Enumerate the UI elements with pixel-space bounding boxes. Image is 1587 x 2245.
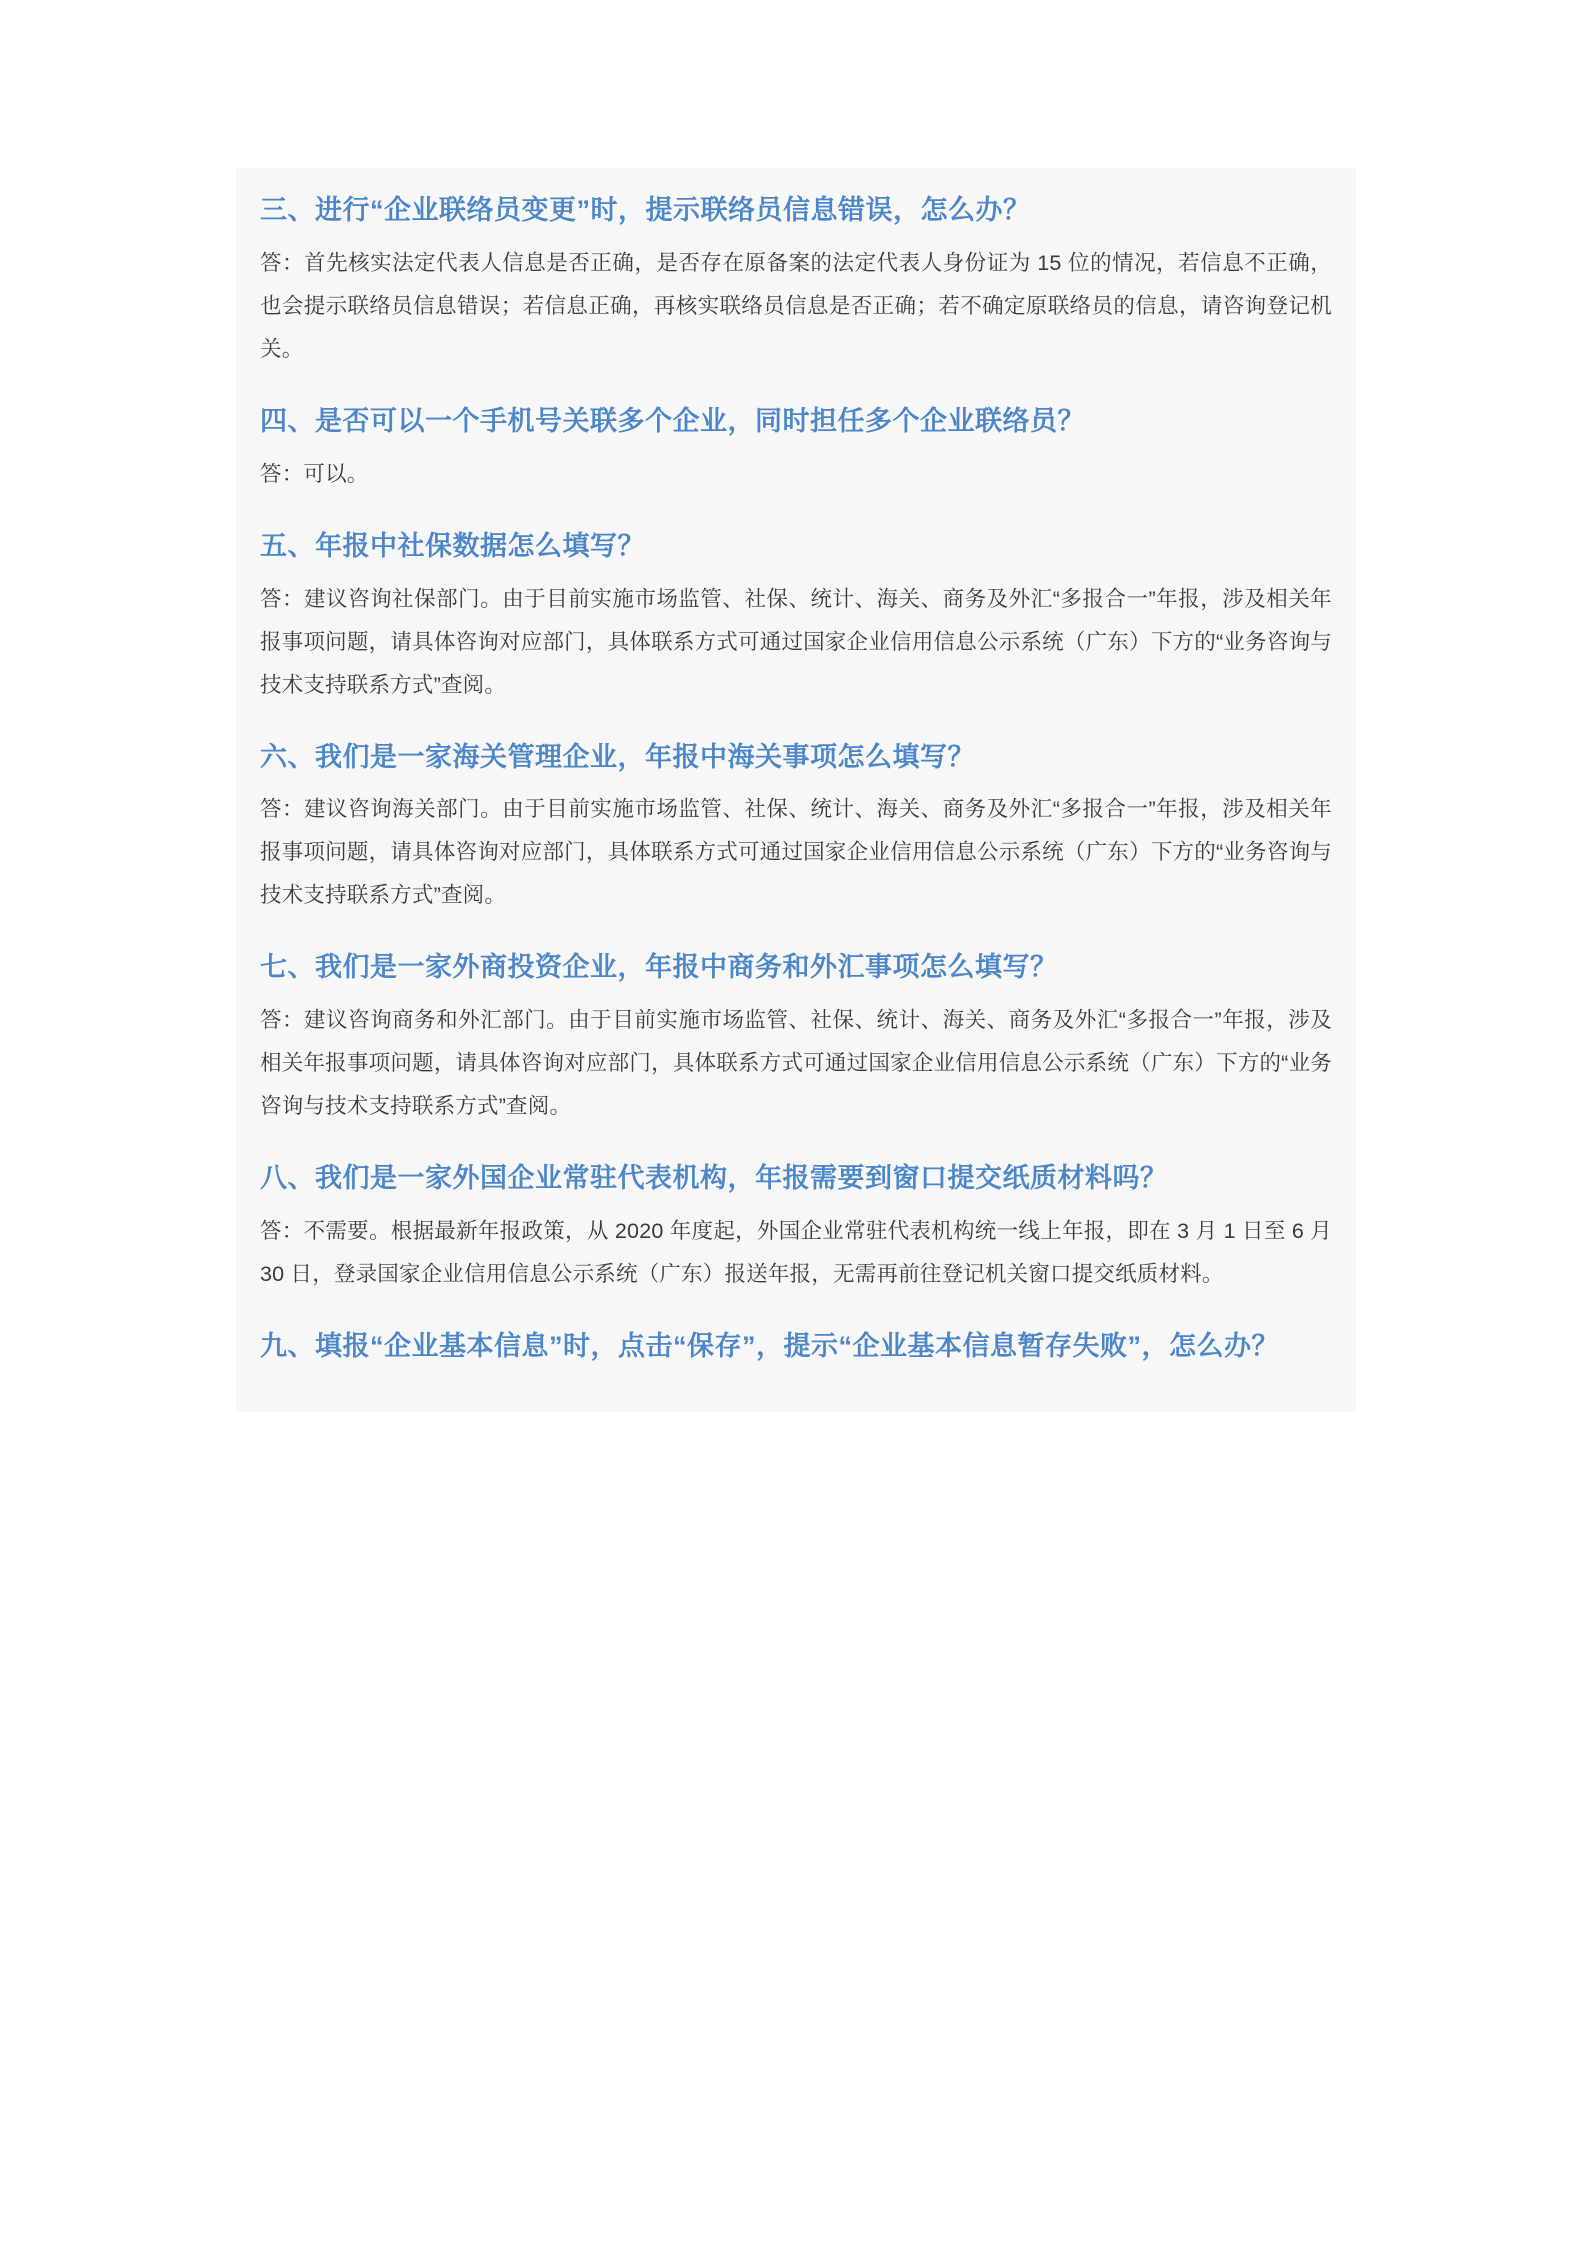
faq-answer: 答：不需要。根据最新年报政策，从 2020 年度起，外国企业常驻代表机构统一线上年报，即在 3 月 1 日至 6 月 30 日，登录国家企业信用信息公示系统（广东）报送年报，无需再前往登记机关窗口提交纸质材料。: [260, 1219, 1332, 1287]
faq-question: 九、填报“企业基本信息”时，点击“保存”，提示“企业基本信息暂存失败”，怎么办？: [260, 1331, 1279, 1362]
faq-question: 五、年报中社保数据怎么填写？: [260, 530, 645, 561]
faq-answer: 答：可以。: [260, 461, 369, 486]
faq-question: 四、是否可以一个手机号关联多个企业，同时担任多个企业联络员？: [260, 405, 1085, 436]
faq-item: [260, 401, 1332, 496]
faq-item: [260, 190, 1332, 371]
faq-answer: 答：建议咨询社保部门。由于目前实施市场监管、社保、统计、海关、商务及外汇“多报合一”年报，涉及相关年报事项问题，请具体咨询对应部门，具体联系方式可通过国家企业信用信息公示系统（广东）下方的“业务咨询与技术支持联系方式”查阅。: [260, 586, 1332, 697]
faq-answer: 答：建议咨询商务和外汇部门。由于目前实施市场监管、社保、统计、海关、商务及外汇“多报合一”年报，涉及相关年报事项问题，请具体咨询对应部门，具体联系方式可通过国家企业信用信息公示系统（广东）下方的“业务咨询与技术支持联系方式”查阅。: [260, 1008, 1332, 1119]
faq-item: [260, 947, 1332, 1128]
faq-content: [236, 168, 1356, 1412]
faq-item: [260, 737, 1332, 918]
faq-item: [260, 526, 1332, 707]
faq-answer: 答：首先核实法定代表人信息是否正确，是否存在原备案的法定代表人身份证为 15 位的情况，若信息不正确，也会提示联络员信息错误；若信息正确，再核实联络员信息是否正确；若不确定原联络员的信息，请咨询登记机关。: [260, 250, 1332, 361]
faq-question: 三、进行“企业联络员变更”时，提示联络员信息错误，怎么办？: [260, 195, 1031, 225]
faq-answer: 答：建议咨询海关部门。由于目前实施市场监管、社保、统计、海关、商务及外汇“多报合一”年报，涉及相关年报事项问题，请具体咨询对应部门，具体联系方式可通过国家企业信用信息公示系统（广东）下方的“业务咨询与技术支持联系方式”查阅。: [260, 797, 1332, 908]
faq-question: 八、我们是一家外国企业常驻代表机构，年报需要到窗口提交纸质材料吗？: [260, 1163, 1168, 1194]
faq-item: [260, 1158, 1332, 1296]
faq-item: [260, 1326, 1332, 1368]
faq-question: 七、我们是一家外商投资企业，年报中商务和外汇事项怎么填写？: [260, 952, 1058, 983]
faq-question: 六、我们是一家海关管理企业，年报中海关事项怎么填写？: [260, 741, 975, 772]
